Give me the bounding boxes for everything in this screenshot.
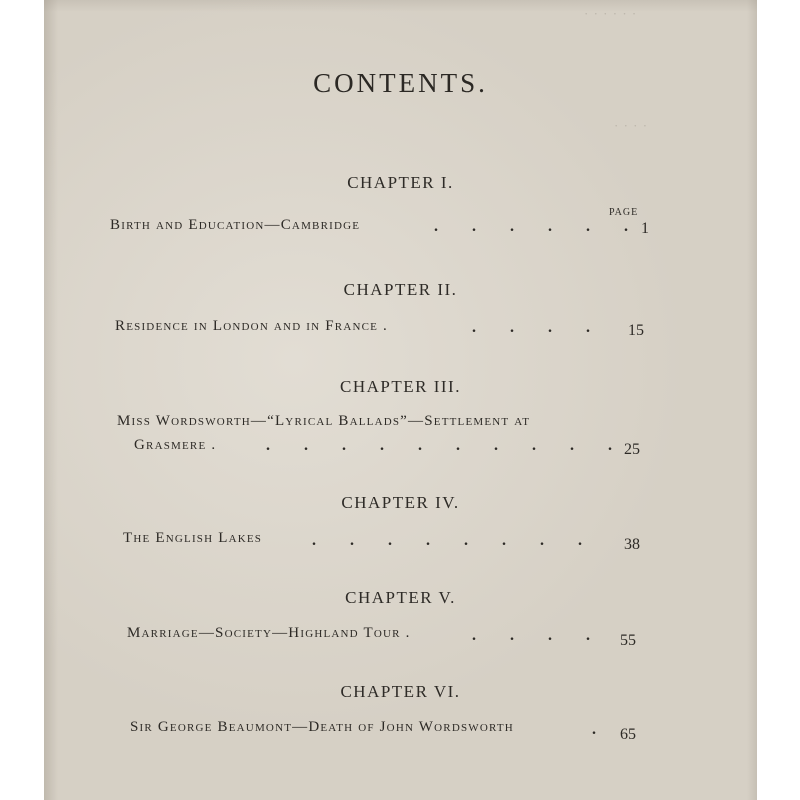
chapter-heading: CHAPTER II. [343, 280, 458, 299]
chapter-entry-title: Marriage—Society—Highland Tour . [127, 625, 411, 641]
chapter-heading: CHAPTER V. [345, 588, 456, 607]
chapter-entry-title: Residence in London and in France . [115, 318, 388, 334]
dot-leader: . . . . . . . . . . [266, 437, 612, 454]
dot-leader: . . . . [472, 627, 590, 644]
dot-leader: . . . . . . . . [312, 532, 582, 549]
bleed-through-text: · · · · [614, 118, 649, 133]
chapter-heading: CHAPTER III. [340, 377, 461, 396]
contents-title: CONTENTS. [313, 68, 488, 98]
chapter-entry-title: Birth and Education—Cambridge [110, 217, 361, 233]
chapter-heading: CHAPTER VI. [340, 682, 461, 701]
book-page [44, 0, 757, 800]
bleed-through-text: · · · · · · [584, 6, 638, 21]
chapter-entry-title: Miss Wordsworth—“Lyrical Ballads”—Settlement at [117, 413, 531, 429]
dot-leader: . . . . [472, 319, 590, 336]
chapter-heading: CHAPTER I. [347, 173, 454, 192]
chapter-page-number: 1 [641, 220, 649, 237]
chapter-entry-title-continued: Grasmere . [134, 437, 217, 453]
chapter-page-number: 25 [624, 441, 640, 458]
chapter-page-number: 65 [620, 726, 636, 743]
dot-leader: . . . . . . [434, 218, 628, 235]
chapter-page-number: 38 [624, 536, 640, 553]
chapter-entry-title: Sir George Beaumont—Death of John Wordsworth [130, 719, 514, 735]
page-column-label: PAGE [609, 207, 639, 218]
chapter-page-number: 15 [628, 322, 644, 339]
chapter-page-number: 55 [620, 632, 636, 649]
chapter-heading: CHAPTER IV. [341, 493, 460, 512]
dot-leader: . [592, 721, 596, 738]
chapter-entry-title: The English Lakes [123, 530, 263, 546]
